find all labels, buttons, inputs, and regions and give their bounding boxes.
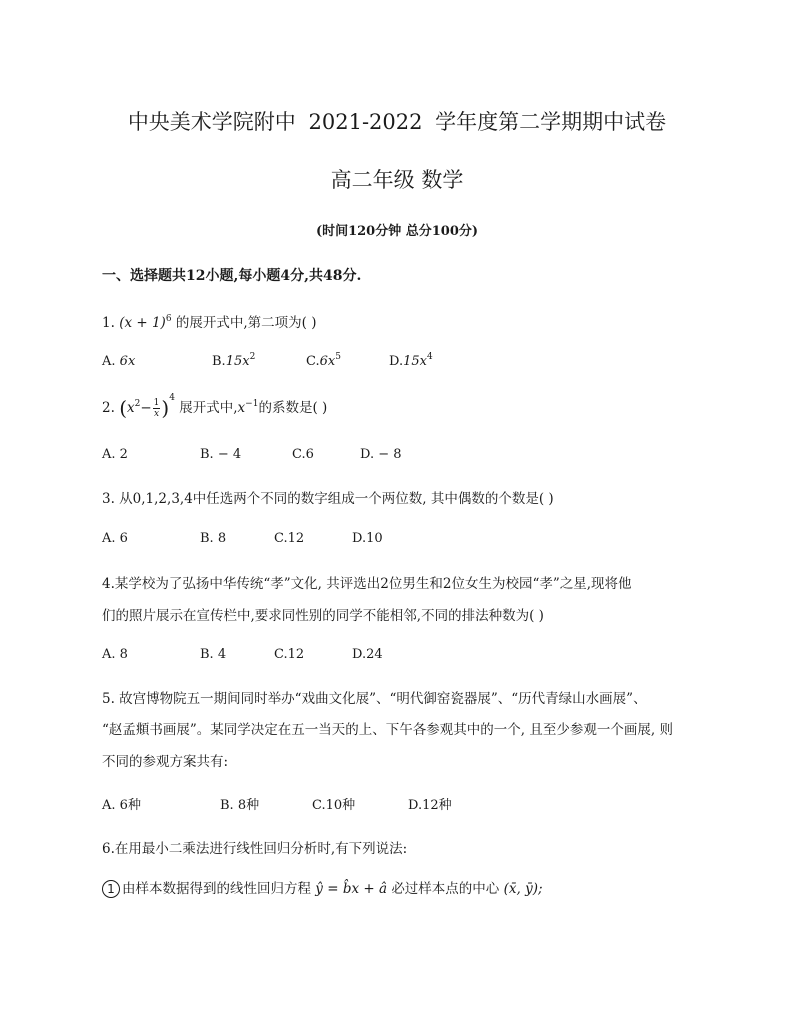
option-d: D.12种: [408, 798, 452, 813]
question-2: [102, 393, 328, 420]
title-term: 学年度第二学期期中试卷: [435, 110, 667, 134]
regression-equation: ŷ = b̂x + â: [315, 881, 388, 897]
option-b: B. 8种: [220, 798, 260, 813]
exponent: 6: [165, 314, 172, 324]
title-year: 2021-2022: [308, 110, 423, 134]
option-a: A. 2: [102, 447, 128, 462]
question-4-line-1: 4.某学校为了弘扬中华传统“孝”文化, 共评选出2位男生和2位女生为校园“孝”之星,现将他: [102, 576, 632, 592]
minus-sign: −: [140, 400, 152, 416]
option-b: B. 4: [200, 647, 227, 662]
option-d: D.24: [352, 647, 383, 662]
question-1: [102, 311, 316, 331]
option-d: $D.15x^4$: [389, 352, 433, 369]
sample-center: (x̄, ȳ);: [503, 881, 543, 897]
question-text: 的展开式中,第二项为( ): [175, 315, 317, 331]
option-a: A. 6种: [102, 798, 141, 813]
item-text-2: 必过样本点的中心: [391, 881, 500, 897]
option-d: D.10: [352, 531, 383, 546]
option-d: D. − 8: [360, 447, 402, 462]
question-5-line-3: 不同的参观方案共有:: [102, 754, 229, 770]
question-text: 展开式中,: [179, 400, 238, 416]
option-b: B. 8: [200, 531, 227, 546]
question-6-line-1: 6.在用最小二乘法进行线性回归分析时,有下列说法:: [102, 841, 408, 857]
option-a: A. 8: [102, 647, 128, 662]
option-a: A. 6x: [102, 354, 136, 369]
section-heading: 一、选择题共12小题,每小题4分,共48分.: [102, 268, 362, 284]
base-variable: x: [127, 400, 135, 416]
exam-title: [0, 106, 794, 136]
title-school: 中央美术学院附中: [127, 110, 296, 134]
option-c: C.12: [274, 647, 305, 662]
outer-exponent: 4: [169, 393, 175, 403]
option-a: A. 6: [102, 531, 128, 546]
option-b: $B.15x^2$: [212, 352, 256, 369]
term-exponent: −1: [245, 399, 259, 409]
question-3: 3. 从0,1,2,3,4中任选两个不同的数字组成一个两位数, 其中偶数的个数是( ): [102, 491, 554, 507]
option-c: $C.6x^5$: [306, 352, 341, 369]
item-text: 由样本数据得到的线性回归方程: [122, 881, 311, 897]
base-exponent: 2: [134, 399, 141, 409]
exam-subtitle: 高二年级 数学: [330, 168, 464, 192]
circled-number-1: 1: [102, 880, 120, 898]
math-expression: (x + 1): [119, 315, 166, 331]
option-c: C.10种: [312, 798, 356, 813]
time-info: (时间120分钟 总分100分): [315, 224, 479, 239]
question-5-line-2: “赵孟頫书画展”。某同学决定在五一当天的上、下午各参观其中的一个, 且至少参观一个画展, 则: [102, 722, 673, 738]
option-b: B. − 4: [200, 447, 242, 462]
left-paren: (: [119, 396, 127, 420]
question-text-2: 的系数是( ): [258, 400, 328, 416]
question-4-line-2: 们的照片展示在宣传栏中,要求同性别的同学不能相邻,不同的排法种数为( ): [102, 608, 544, 624]
question-6-item-1: [102, 877, 543, 898]
question-number: 2.: [102, 400, 115, 416]
fraction: $\frac{1}{x}$: [153, 398, 160, 419]
option-c: C.6: [292, 447, 314, 462]
term-variable: x: [237, 400, 246, 416]
question-number: 1.: [102, 315, 115, 331]
option-c: C.12: [274, 531, 305, 546]
right-paren: ): [161, 396, 170, 420]
question-5-line-1: 5. 故宫博物院五一期间同时举办“戏曲文化展”、“明代御窑瓷器展”、“历代青绿山水画展”、: [102, 691, 647, 707]
